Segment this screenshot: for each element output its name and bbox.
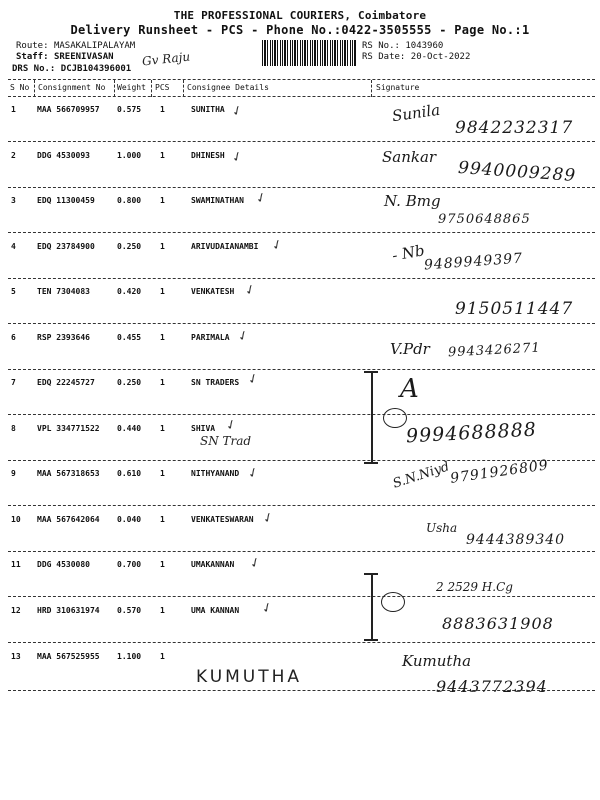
row-consignee: SUNITHA [191, 105, 225, 114]
signature-name: S.N.Niyd [391, 459, 452, 492]
col-pcs-header: PCS [155, 83, 170, 92]
rs-no-label: RS No.: [362, 41, 400, 51]
row-consignment: DDG 4530093 [37, 151, 90, 160]
signature-name: 2 2529 H.Cg [436, 580, 513, 594]
row-divider [8, 414, 595, 415]
row-divider [8, 369, 595, 370]
row-pcs: 1 [160, 560, 165, 569]
row-divider [8, 141, 595, 142]
signature-phone: 9444389340 [466, 532, 566, 548]
signature-name: V.Pdr [390, 340, 430, 358]
handwritten-consignee-note: SN Trad [200, 434, 252, 448]
rs-no-value: 1043960 [405, 41, 444, 51]
row-sno: 13 [11, 652, 21, 661]
runsheet-title: Delivery Runsheet - PCS - Phone No.:0422-3505555 - Page No.:1 [70, 23, 530, 37]
table-row [0, 378, 600, 423]
row-weight: 0.575 [117, 105, 142, 114]
row-consignment: EDQ 11300459 [37, 196, 95, 205]
row-divider [8, 460, 595, 461]
staff-value: SREENIVASAN [53, 52, 114, 62]
signature-name: - Nb [390, 241, 426, 265]
route-value: MASAKALIPALAYAM [53, 41, 136, 51]
signature-phone: 9842232317 [455, 118, 574, 138]
check-mark-icon: ✓ [253, 189, 270, 208]
row-weight: 0.700 [117, 560, 142, 569]
check-mark-icon: ✓ [242, 281, 259, 300]
row-sno: 11 [11, 560, 21, 569]
row-consignee: ARIVUDAIANAMBI [191, 242, 259, 251]
signature-name: Kumutha [402, 652, 472, 670]
handwritten-bracket [364, 462, 378, 464]
check-mark-icon: ✓ [245, 464, 262, 483]
row-sno: 9 [11, 469, 16, 478]
row-consignment: MAA 566709957 [37, 105, 100, 114]
check-mark-icon: ✓ [223, 416, 240, 435]
check-mark-icon: ✓ [235, 327, 252, 346]
header-bottom-rule [8, 96, 595, 97]
row-consignment: MAA 567642064 [37, 515, 100, 524]
handwritten-bracket [371, 573, 373, 641]
rs-date-label: RS Date: [362, 52, 406, 62]
rs-no-line [362, 41, 443, 51]
row-consignment: EDQ 22245727 [37, 378, 95, 387]
row-divider [8, 187, 595, 188]
row-weight: 0.250 [117, 242, 142, 251]
row-weight: 0.040 [117, 515, 142, 524]
row-consignee: SHIVA [191, 424, 216, 433]
row-pcs: 1 [160, 606, 165, 615]
row-divider [8, 323, 595, 324]
row-consignee: NITHYANAND [191, 469, 240, 478]
row-pcs: 1 [160, 378, 165, 387]
drs-label: DRS No.: [12, 64, 56, 74]
row-weight: 0.440 [117, 424, 142, 433]
row-consignment: HRD 310631974 [37, 606, 100, 615]
staff-line [16, 52, 114, 62]
row-consignment: VPL 334771522 [37, 424, 100, 433]
handwritten-consignee-note: KUMUTHA [196, 667, 303, 687]
row-pcs: 1 [160, 515, 165, 524]
staff-label: Staff: [16, 52, 49, 62]
row-consignee: UMAKANNAN [191, 560, 235, 569]
row-consignment: RSP 2393646 [37, 333, 90, 342]
row-sno: 8 [11, 424, 16, 433]
signature-name: A [400, 374, 419, 404]
check-mark-icon: ✓ [260, 509, 277, 528]
row-consignment: MAA 567318653 [37, 469, 100, 478]
col-sno-header: S No [10, 83, 30, 92]
row-pcs: 1 [160, 287, 165, 296]
row-consignee: SWAMINATHAN [191, 196, 244, 205]
row-sno: 1 [11, 105, 16, 114]
row-weight: 1.000 [117, 151, 142, 160]
signature-phone: 9994688888 [405, 418, 538, 448]
row-consignee: UMA KANNAN [191, 606, 240, 615]
row-consignment: EDQ 23784900 [37, 242, 95, 251]
row-sno: 3 [11, 196, 16, 205]
check-mark-icon: ✓ [269, 236, 286, 255]
drs-value: DCJB104396001 [60, 64, 132, 74]
signature-phone: 9940009289 [457, 157, 577, 187]
company-title: THE PROFESSIONAL COURIERS, Coimbatore [173, 9, 427, 22]
row-sno: 12 [11, 606, 21, 615]
row-pcs: 1 [160, 424, 165, 433]
handwritten-bracket [364, 371, 378, 373]
row-pcs: 1 [160, 652, 165, 661]
row-pcs: 1 [160, 151, 165, 160]
handwritten-bracket [364, 639, 378, 641]
signature-phone: 9150511447 [455, 299, 574, 319]
row-sno: 6 [11, 333, 16, 342]
signature-name: Sunila [390, 100, 442, 126]
header-top-rule [8, 79, 595, 80]
row-pcs: 1 [160, 242, 165, 251]
signature-phone: 9750648865 [438, 212, 531, 227]
col-consignee-header: Consignee Details [187, 83, 269, 92]
row-pcs: 1 [160, 196, 165, 205]
check-mark-icon: ✓ [245, 370, 262, 389]
signature-phone: 8883631908 [442, 614, 554, 633]
row-sno: 4 [11, 242, 16, 251]
handwritten-bracket [371, 371, 373, 464]
col-divider [371, 80, 372, 97]
row-consignment: DDG 4530080 [37, 560, 90, 569]
row-weight: 0.420 [117, 287, 142, 296]
row-consignment: MAA 567525955 [37, 652, 100, 661]
rs-date-value: 20-Oct-2022 [410, 52, 471, 62]
col-consignment-header: Consignment No [38, 83, 106, 92]
signature-phone: 9443772394 [436, 677, 548, 696]
check-mark-icon: ✓ [229, 102, 246, 121]
row-consignee: VENKATESH [191, 287, 235, 296]
handwritten-bracket [364, 573, 378, 575]
row-weight: 0.250 [117, 378, 142, 387]
row-consignee: PARIMALA [191, 333, 230, 342]
row-weight: 0.800 [117, 196, 142, 205]
handwritten-staff-note: Gv Raju [141, 49, 191, 69]
col-weight-header: Weight [117, 83, 146, 92]
row-consignee: VENKATESWARAN [191, 515, 254, 524]
col-divider [183, 80, 184, 97]
circled-mark-icon [383, 408, 407, 428]
signature-phone: 9791926809 [449, 457, 550, 487]
drs-line [12, 64, 131, 74]
row-pcs: 1 [160, 105, 165, 114]
row-weight: 0.570 [117, 606, 142, 615]
signature-name: Usha [426, 521, 458, 535]
signature-phone: 9943426271 [447, 340, 542, 361]
signature-name: Sankar [382, 148, 437, 166]
circled-mark-icon [381, 592, 405, 612]
row-sno: 5 [11, 287, 16, 296]
row-pcs: 1 [160, 333, 165, 342]
row-weight: 1.100 [117, 652, 142, 661]
check-mark-icon: ✓ [259, 599, 276, 618]
row-divider [8, 278, 595, 279]
row-pcs: 1 [160, 469, 165, 478]
check-mark-icon: ✓ [229, 148, 246, 167]
row-consignee: SN TRADERS [191, 378, 240, 387]
row-weight: 0.610 [117, 469, 142, 478]
row-consignment: TEN 7304083 [37, 287, 90, 296]
row-sno: 7 [11, 378, 16, 387]
row-consignee: DHINESH [191, 151, 225, 160]
barcode [262, 40, 356, 66]
col-divider [34, 80, 35, 97]
col-divider [114, 80, 115, 97]
row-divider [8, 596, 595, 597]
route-label: Route: [16, 41, 49, 51]
col-signature-header: Signature [376, 83, 420, 92]
rs-date-line [362, 52, 470, 62]
signature-phone: 9489949397 [423, 250, 524, 274]
col-divider [151, 80, 152, 97]
route-line [16, 41, 135, 51]
row-divider [8, 642, 595, 643]
row-divider [8, 505, 595, 506]
row-sno: 10 [11, 515, 21, 524]
row-weight: 0.455 [117, 333, 142, 342]
signature-name: N. Bmg [384, 192, 441, 210]
row-divider [8, 232, 595, 233]
check-mark-icon: ✓ [247, 554, 264, 573]
row-divider [8, 551, 595, 552]
row-sno: 2 [11, 151, 16, 160]
